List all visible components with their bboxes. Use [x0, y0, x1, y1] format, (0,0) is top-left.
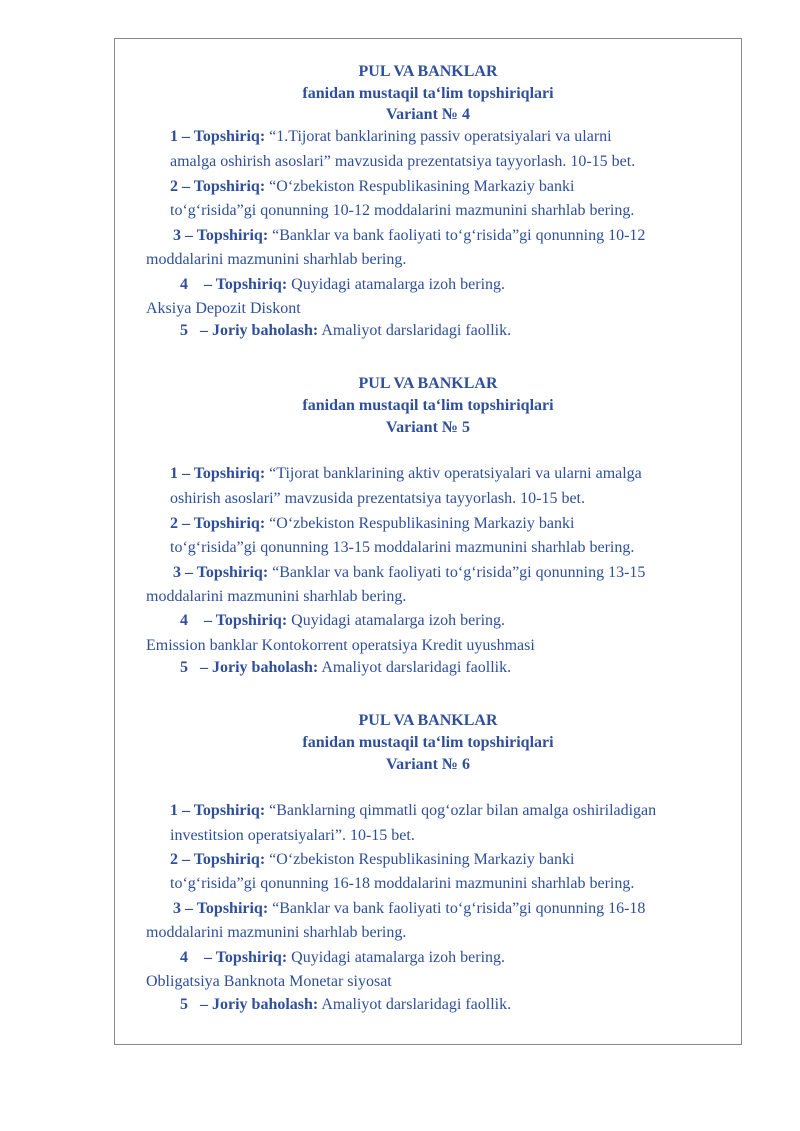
terms-list: Obligatsiya Banknota Monetar siyosat: [146, 973, 392, 990]
task-label: – Joriy baholash:: [200, 659, 319, 676]
task-label: 2 – Topshiriq:: [170, 178, 266, 195]
task-text: “O‘zbekiston Respublikasining Markaziy banki: [269, 851, 575, 868]
task-number: 4: [180, 612, 188, 629]
task-text: “Tijorat banklarining aktiv operatsiyalari va ularni amalga: [269, 465, 642, 482]
task-2-line-1: [170, 850, 574, 870]
task-3-line-1: [173, 226, 645, 246]
task-label: 2 – Topshiriq:: [170, 851, 266, 868]
task-number: 5: [180, 659, 188, 676]
task-3-line-2: moddalarini mazmunini sharhlab bering.: [146, 588, 407, 605]
task-label: – Joriy baholash:: [200, 322, 319, 339]
section-subtitle: fanidan mustaqil taʻlim topshiriqlari: [302, 397, 554, 414]
task-5-line: [180, 995, 511, 1015]
task-5-line: [180, 658, 511, 678]
task-1-line-2: amalga oshirish asoslari” mavzusida prezentatsiya tayyorlash. 10-15 bet.: [170, 153, 636, 170]
section-subtitle: fanidan mustaqil taʻlim topshiriqlari: [302, 734, 554, 751]
task-4-line: [180, 948, 505, 968]
task-4-line: [180, 611, 505, 631]
task-text: Amaliyot darslaridagi faollik.: [321, 322, 512, 339]
task-3-line-2: moddalarini mazmunini sharhlab bering.: [146, 251, 407, 268]
section-title: PUL VA BANKLAR: [358, 63, 498, 80]
variant-heading: Variant № 5: [386, 419, 470, 436]
task-2-line-2: to‘g‘risida”gi qonunning 13-15 moddalarini mazmunini sharhlab bering.: [170, 539, 635, 556]
task-1-line-1: [170, 127, 612, 147]
task-text: Quyidagi atamalarga izoh bering.: [291, 612, 506, 629]
task-2-line-1: [170, 177, 574, 197]
task-text: “1.Tijorat banklarining passiv operatsiyalari va ularni: [269, 128, 612, 145]
task-4-line: [180, 275, 505, 295]
task-text: Amaliyot darslaridagi faollik.: [321, 659, 512, 676]
task-2-line-2: to‘g‘risida”gi qonunning 16-18 moddalarini mazmunini sharhlab bering.: [170, 875, 635, 892]
task-label: 1 – Topshiriq:: [170, 465, 266, 482]
task-2-line-1: [170, 514, 574, 534]
task-number: 5: [180, 322, 188, 339]
task-number: 4: [180, 276, 188, 293]
task-3-line-1: [173, 899, 645, 919]
task-text: “O‘zbekiston Respublikasining Markaziy banki: [269, 178, 575, 195]
task-text: Quyidagi atamalarga izoh bering.: [291, 276, 506, 293]
task-2-line-2: to‘g‘risida”gi qonunning 10-12 moddalarini mazmunini sharhlab bering.: [170, 202, 635, 219]
section-title: PUL VA BANKLAR: [358, 712, 498, 729]
task-label: 3 – Topshiriq:: [173, 564, 269, 581]
task-label: – Topshiriq:: [204, 276, 288, 293]
task-number: 5: [180, 996, 188, 1013]
variant-heading: Variant № 6: [386, 756, 470, 773]
task-text: “Banklar va bank faoliyati to‘g‘risida”gi qonunning 13-15: [272, 564, 646, 581]
task-text: Amaliyot darslaridagi faollik.: [321, 996, 512, 1013]
task-1-line-2: oshirish asoslari” mavzusida prezentatsiya tayyorlash. 10-15 bet.: [170, 490, 585, 507]
section-subtitle: fanidan mustaqil taʻlim topshiriqlari: [302, 85, 554, 102]
task-label: 3 – Topshiriq:: [173, 900, 269, 917]
task-label: 3 – Topshiriq:: [173, 227, 269, 244]
task-label: 2 – Topshiriq:: [170, 515, 266, 532]
terms-list: Aksiya Depozit Diskont: [146, 300, 301, 317]
task-label: – Joriy baholash:: [200, 996, 319, 1013]
section-title: PUL VA BANKLAR: [358, 375, 498, 392]
task-number: 4: [180, 949, 188, 966]
task-label: – Topshiriq:: [204, 612, 288, 629]
variant-heading: Variant № 4: [386, 106, 470, 123]
task-1-line-2: investitsion operatsiyalari”. 10-15 bet.: [170, 827, 415, 844]
task-text: “Banklarning qimmatli qog‘ozlar bilan amalga oshiriladigan: [269, 802, 657, 819]
task-text: “Banklar va bank faoliyati to‘g‘risida”gi qonunning 16-18: [272, 900, 646, 917]
task-5-line: [180, 321, 511, 341]
task-label: – Topshiriq:: [204, 949, 288, 966]
task-text: “Banklar va bank faoliyati to‘g‘risida”gi qonunning 10-12: [272, 227, 646, 244]
task-1-line-1: [170, 801, 656, 821]
task-1-line-1: [170, 464, 642, 484]
task-text: Quyidagi atamalarga izoh bering.: [291, 949, 506, 966]
terms-list: Emission banklar Kontokorrent operatsiya Kredit uyushmasi: [146, 637, 535, 654]
task-3-line-1: [173, 563, 645, 583]
task-label: 1 – Topshiriq:: [170, 802, 266, 819]
task-text: “O‘zbekiston Respublikasining Markaziy banki: [269, 515, 575, 532]
task-label: 1 – Topshiriq:: [170, 128, 266, 145]
task-3-line-2: moddalarini mazmunini sharhlab bering.: [146, 924, 407, 941]
